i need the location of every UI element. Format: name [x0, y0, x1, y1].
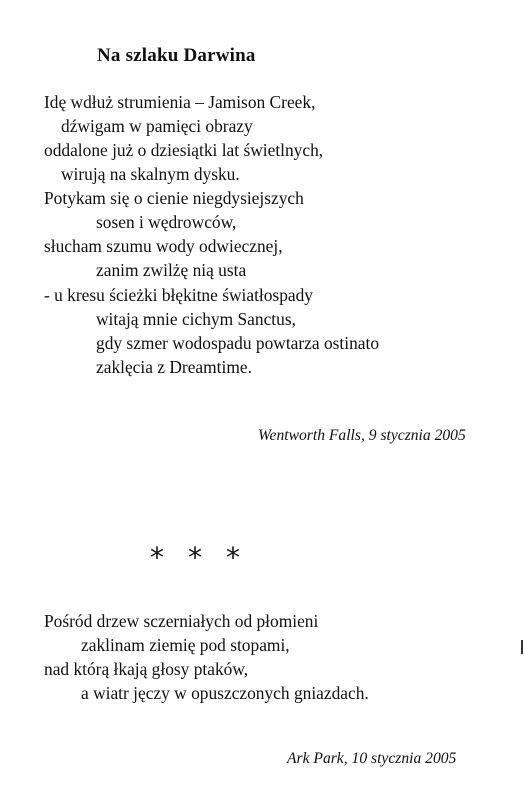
poem-line: nad którą łkają głosy ptaków, — [44, 659, 249, 679]
poem-line: zanim zwilżę nią usta — [96, 260, 247, 280]
poem-line: zaklinam ziemię pod stopami, — [81, 635, 290, 655]
separator-star: * — [188, 541, 204, 574]
scan-edge-mark — [521, 640, 523, 654]
poem-line: Pośród drzew sczerniałych od płomieni — [44, 611, 319, 631]
separator-star: * — [226, 541, 242, 574]
poem-line: Idę wdłuż strumienia – Jamison Creek, — [44, 92, 316, 112]
poem-line: zaklęcia z Dreamtime. — [96, 357, 252, 377]
poem-line: Potykam się o cienie niegdysiejszych — [44, 188, 304, 208]
poem-line: witają mnie cichym Sanctus, — [96, 309, 296, 329]
poem-line: dźwigam w pamięci obrazy — [61, 116, 253, 136]
poem-date-place: Ark Park, 10 stycznia 2005 — [287, 750, 457, 767]
poem-title: Na szlaku Darwina — [97, 45, 256, 66]
poem-line: słucham szumu wody odwiecznej, — [44, 236, 283, 256]
poem-line: wirują na skalnym dysku. — [61, 164, 240, 184]
poem-line: gdy szmer wodospadu powtarza ostinato — [96, 333, 380, 353]
poem-line: sosen i wędrowców, — [96, 212, 237, 232]
poem-line: a wiatr jęczy w opuszczonych gniazdach. — [81, 683, 369, 703]
separator-star: * — [150, 541, 166, 574]
section-separator — [150, 541, 264, 574]
poem-line: - u kresu ścieżki błękitne światłospady — [44, 285, 314, 305]
poem-line: oddalone już o dziesiątki lat świetlnych, — [44, 140, 324, 160]
poem-date-place: Wentworth Falls, 9 stycznia 2005 — [258, 427, 466, 444]
